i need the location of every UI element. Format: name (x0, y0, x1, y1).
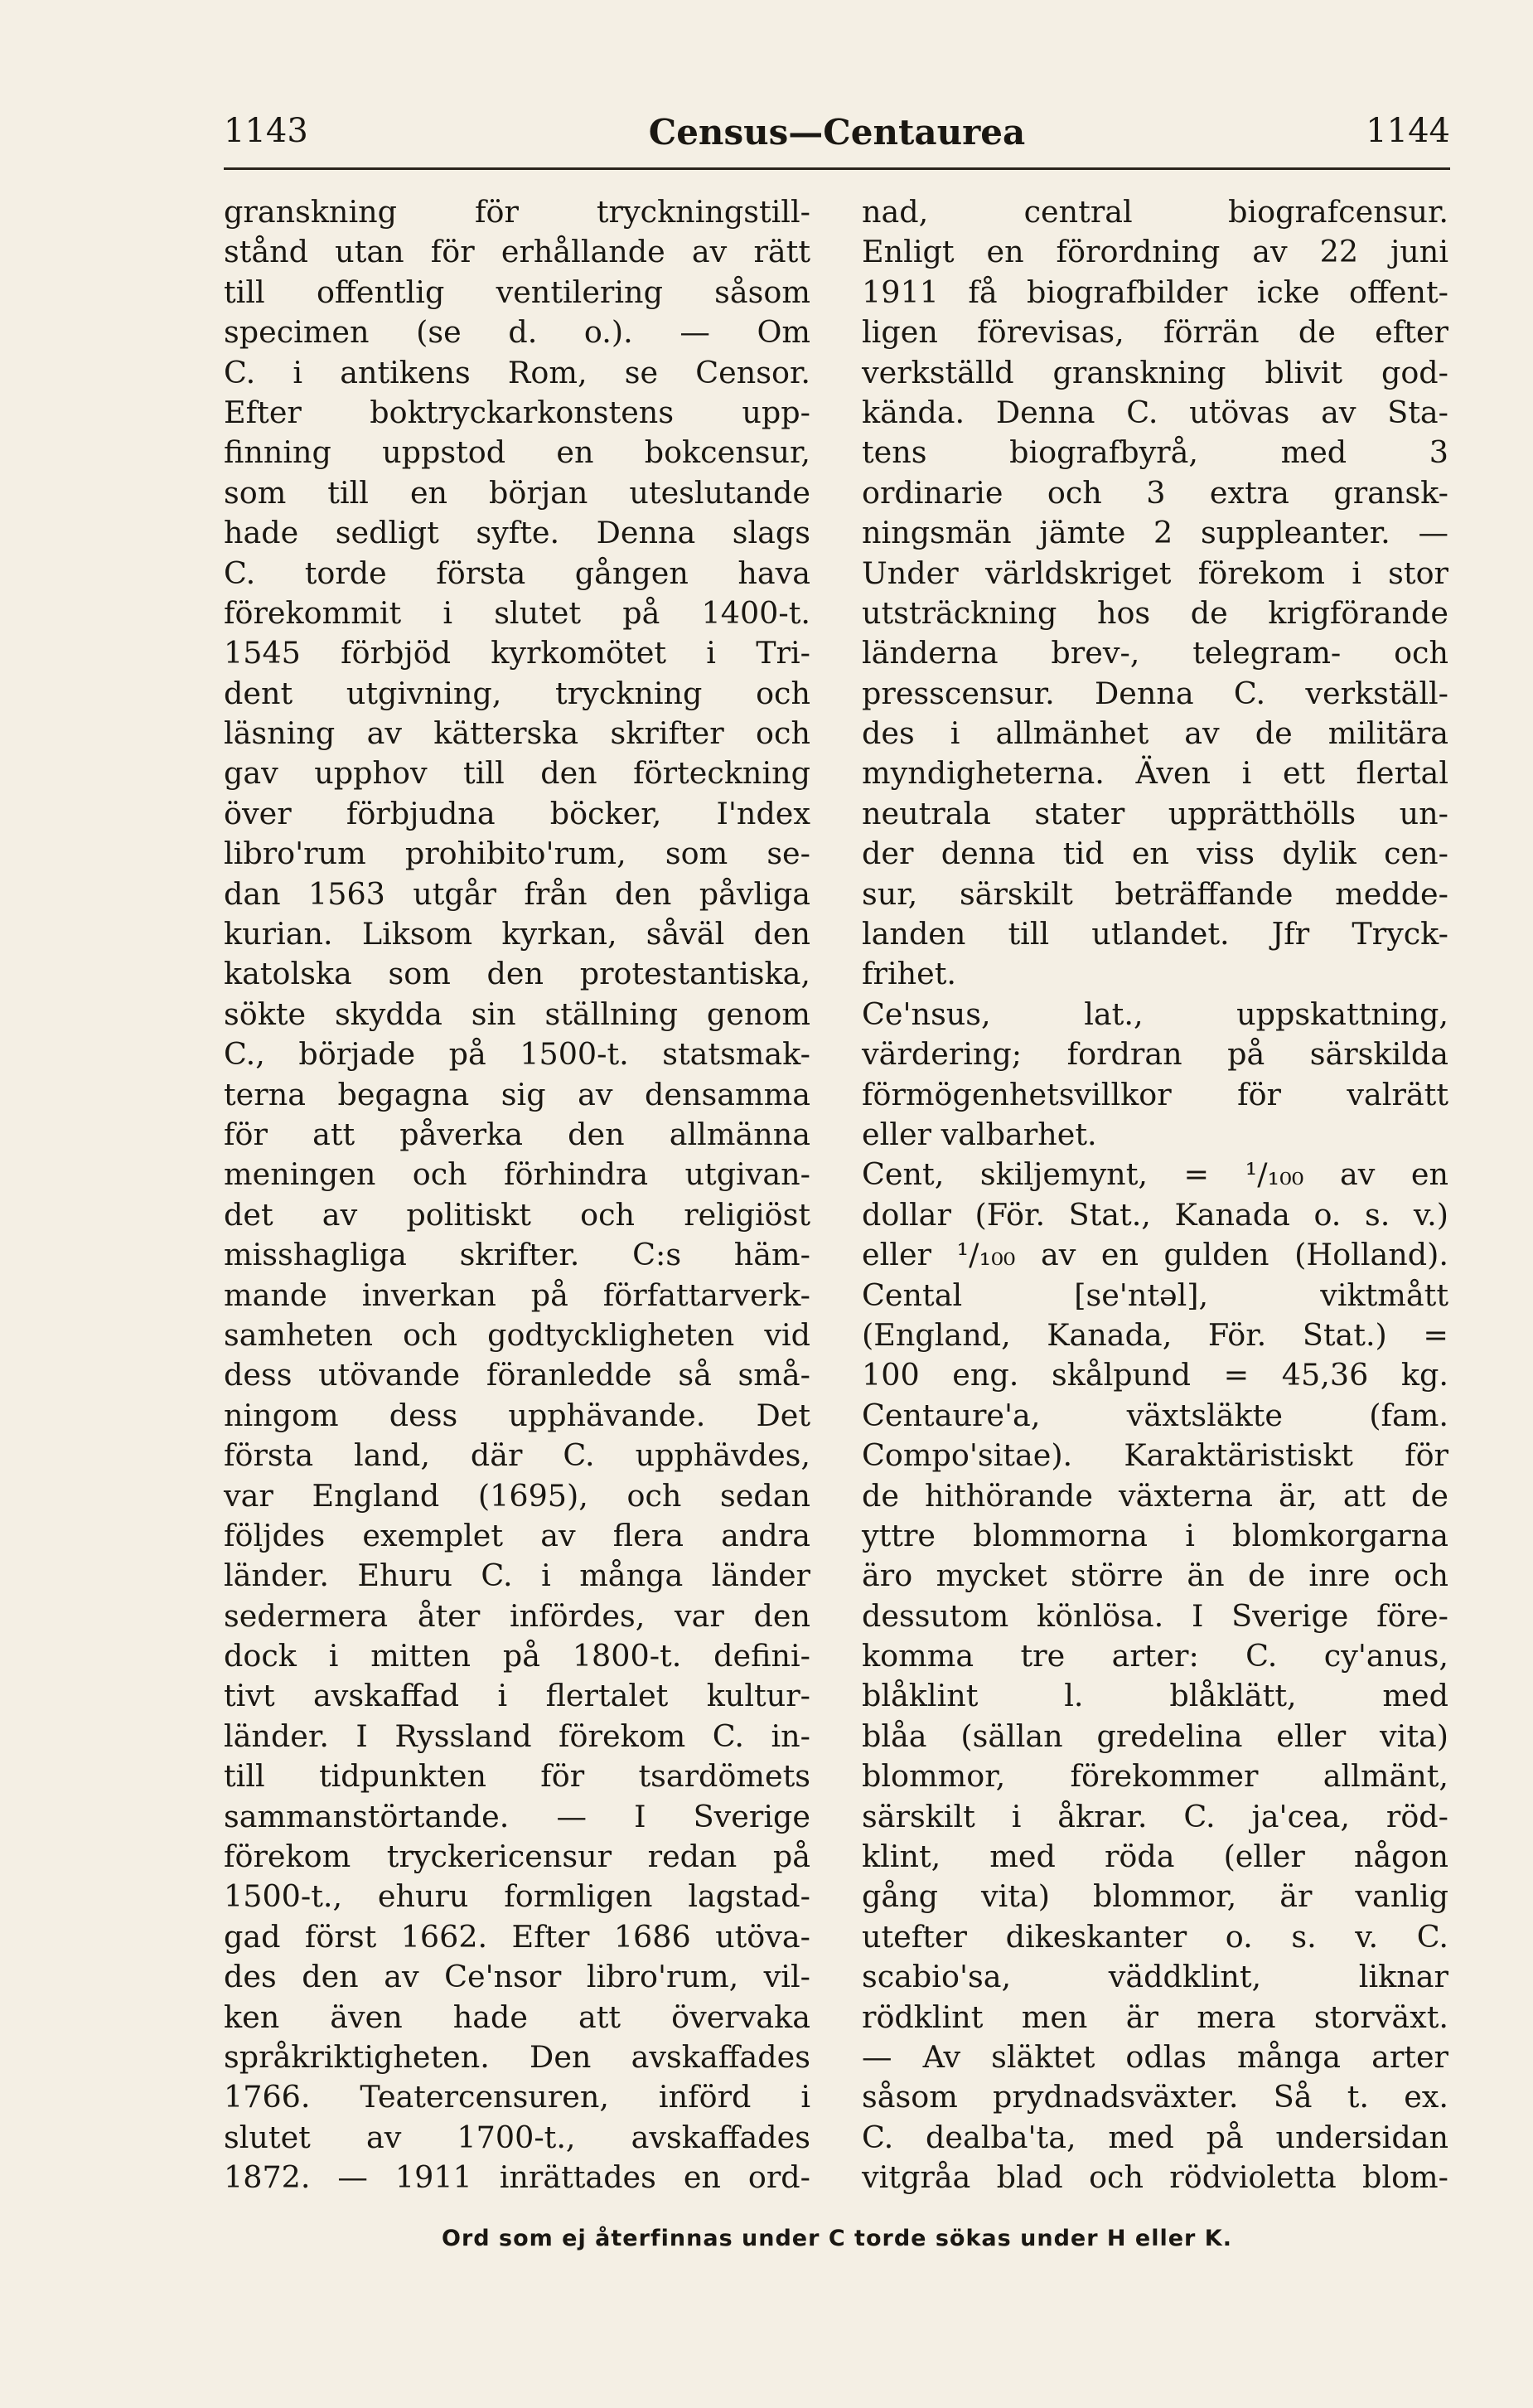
text-line: dessutom könlösa. I Sverige före- (862, 1597, 1448, 1634)
text-line: stånd utan för erhållande av rätt (224, 234, 810, 270)
text-line: myndigheterna. Även i ett flertal (862, 755, 1448, 792)
text-line: sökte skydda sin ställning genom (224, 996, 810, 1032)
text-line: landen till utlandet. Jfr Tryck- (862, 916, 1448, 952)
text-line: länderna brev-, telegram- och (862, 635, 1448, 671)
text-line: äro mycket större än de inre och (862, 1558, 1448, 1594)
text-line: finning uppstod en bokcensur, (224, 434, 810, 471)
text-line: Enligt en förordning av 22 juni (862, 234, 1448, 270)
text-line: verkställd granskning blivit god- (862, 354, 1448, 390)
text-line: tivt avskaffad i flertalet kultur- (224, 1678, 810, 1714)
text-line: blåklint l. blåklätt, med (862, 1678, 1448, 1714)
text-line: 1545 förbjöd kyrkomötet i Tri- (224, 635, 810, 671)
text-line: — Av släktet odlas många arter (862, 2038, 1448, 2075)
text-line: specimen (se d. o.). — Om (224, 314, 810, 351)
text-line: C. i antikens Rom, se Censor. (224, 354, 810, 390)
text-line: såsom prydnadsväxter. Så t. ex. (862, 2079, 1448, 2115)
page-header (224, 112, 1450, 162)
text-line: der denna tid en viss dylik cen- (862, 836, 1448, 872)
text-line: C. dealba'ta, med på undersidan (862, 2119, 1448, 2155)
text-line: slutet av 1700-t., avskaffades (224, 2119, 810, 2155)
text-line: blåa (sällan gredelina eller vita) (862, 1718, 1448, 1754)
text-line: 1766. Teatercensuren, införd i (224, 2079, 810, 2115)
text-line: blommor, förekommer allmänt, (862, 1758, 1448, 1795)
text-line: Ce'nsus, lat., uppskattning, (862, 996, 1448, 1032)
text-line: ningom dess upphävande. Det (224, 1397, 810, 1433)
text-line: följdes exemplet av flera andra (224, 1517, 810, 1553)
text-line: (England, Kanada, För. Stat.) = (862, 1316, 1448, 1353)
text-line: dollar (För. Stat., Kanada o. s. v.) (862, 1196, 1448, 1233)
text-line: yttre blommorna i blomkorgarna (862, 1517, 1448, 1553)
text-line: misshagliga skrifter. C:s häm- (224, 1237, 810, 1273)
text-line: katolska som den protestantiska, (224, 956, 810, 992)
text-line: 1911 få biografbilder icke offent- (862, 274, 1448, 310)
text-line: dent utgivning, tryckning och (224, 675, 810, 711)
text-line: frihet. (862, 956, 957, 992)
text-line: första land, där C. upphävdes, (224, 1437, 810, 1474)
text-line: terna begagna sig av densamma (224, 1076, 810, 1112)
page-number-left: 1143 (224, 112, 308, 150)
text-line: gång vita) blommor, är vanlig (862, 1878, 1448, 1915)
right-column (862, 192, 1448, 2198)
text-line: gad först 1662. Efter 1686 utöva- (224, 1918, 810, 1955)
text-line: eller ¹/₁₀₀ av en gulden (Holland). (862, 1237, 1448, 1273)
page-number-right: 1144 (1366, 112, 1450, 150)
text-line: C., började på 1500-t. statsmak- (224, 1036, 810, 1073)
text-line: förmögenhetsvillkor för valrätt (862, 1076, 1448, 1112)
text-line: Compo'sitae). Karaktäristiskt för (862, 1437, 1448, 1474)
text-line: förekommit i slutet på 1400-t. (224, 594, 810, 631)
text-line: rödklint men är mera storväxt. (862, 1999, 1448, 2035)
text-line: Cental [se'ntəl], viktmått (862, 1277, 1448, 1313)
text-line: värdering; fordran på särskilda (862, 1036, 1448, 1073)
text-line: sedermera åter infördes, var den (224, 1597, 810, 1634)
text-line: ken även hade att övervaka (224, 1999, 810, 2035)
text-line: 1500-t., ehuru formligen lagstad- (224, 1878, 810, 1915)
text-line: det av politiskt och religiöst (224, 1196, 810, 1233)
text-line: meningen och förhindra utgivan- (224, 1156, 810, 1193)
text-line: mande inverkan på författarverk- (224, 1277, 810, 1313)
text-line: utefter dikeskanter o. s. v. C. (862, 1918, 1448, 1955)
text-line: Cent, skiljemynt, = ¹/₁₀₀ av en (862, 1156, 1448, 1193)
text-line: 100 eng. skålpund = 45,36 kg. (862, 1357, 1448, 1393)
text-line: länder. Ehuru C. i många länder (224, 1558, 810, 1594)
left-column (224, 192, 810, 2198)
text-line: ligen förevisas, förrän de efter (862, 314, 1448, 351)
text-line: sammanstörtande. — I Sverige (224, 1798, 810, 1834)
text-line: var England (1695), och sedan (224, 1477, 810, 1514)
text-line: dock i mitten på 1800-t. defini- (224, 1638, 810, 1674)
text-line: Efter boktryckarkonstens upp- (224, 394, 810, 430)
text-line: nad, central biografcensur. (862, 194, 1448, 230)
text-line: dan 1563 utgår från den påvliga (224, 875, 810, 912)
text-line: läsning av kätterska skrifter och (224, 715, 810, 752)
text-line: vitgråa blad och rödvioletta blom- (862, 2159, 1448, 2196)
text-line: des i allmänhet av de militära (862, 715, 1448, 752)
text-line: dess utövande föranledde så små- (224, 1357, 810, 1393)
text-line: tens biografbyrå, med 3 (862, 434, 1448, 471)
text-line: över förbjudna böcker, I'ndex (224, 795, 810, 831)
text-line: sur, särskilt beträffande medde- (862, 875, 1448, 912)
text-line: som till en början uteslutande (224, 474, 810, 511)
text-line: ningsmän jämte 2 suppleanter. — (862, 515, 1448, 551)
text-line: samheten och godtyckligheten vid (224, 1316, 810, 1353)
text-line: språkriktigheten. Den avskaffades (224, 2038, 810, 2075)
text-line: länder. I Ryssland förekom C. in- (224, 1718, 810, 1754)
header-rule (224, 167, 1450, 170)
text-line: neutrala stater upprätthölls un- (862, 795, 1448, 831)
text-line: till tidpunkten för tsardömets (224, 1758, 810, 1795)
text-line: för att påverka den allmänna (224, 1116, 810, 1152)
text-line: des den av Ce'nsor libro'rum, vil- (224, 1959, 810, 1995)
text-line: Under världskriget förekom i stor (862, 555, 1448, 591)
text-line: hade sedligt syfte. Denna slags (224, 515, 810, 551)
text-line: kurian. Liksom kyrkan, såväl den (224, 916, 810, 952)
text-line: eller valbarhet. (862, 1116, 1097, 1152)
text-line: till offentlig ventilering såsom (224, 274, 810, 310)
footer-note: Ord som ej återfinnas under C torde sökas under H eller K. (442, 2226, 1232, 2251)
text-line: komma tre arter: C. cy'anus, (862, 1638, 1448, 1674)
text-line: libro'rum prohibito'rum, som se- (224, 836, 810, 872)
text-line: Centaure'a, växtsläkte (fam. (862, 1397, 1448, 1433)
text-line: gav upphov till den förteckning (224, 755, 810, 792)
running-title: Census—Centaurea (648, 112, 1026, 153)
text-line: utsträckning hos de krigförande (862, 594, 1448, 631)
text-line: 1872. — 1911 inrättades en ord- (224, 2159, 810, 2196)
text-line: granskning för tryckningstill- (224, 194, 810, 230)
text-line: kända. Denna C. utövas av Sta- (862, 394, 1448, 430)
text-line: presscensur. Denna C. verkställ- (862, 675, 1448, 711)
text-line: förekom tryckericensur redan på (224, 1839, 810, 1875)
text-line: ordinarie och 3 extra gransk- (862, 474, 1448, 511)
text-line: de hithörande växterna är, att de (862, 1477, 1448, 1514)
text-line: särskilt i åkrar. C. ja'cea, röd- (862, 1798, 1448, 1834)
text-line: scabio'sa, väddklint, liknar (862, 1959, 1448, 1995)
text-line: klint, med röda (eller någon (862, 1839, 1448, 1875)
text-line: C. torde första gången hava (224, 555, 810, 591)
